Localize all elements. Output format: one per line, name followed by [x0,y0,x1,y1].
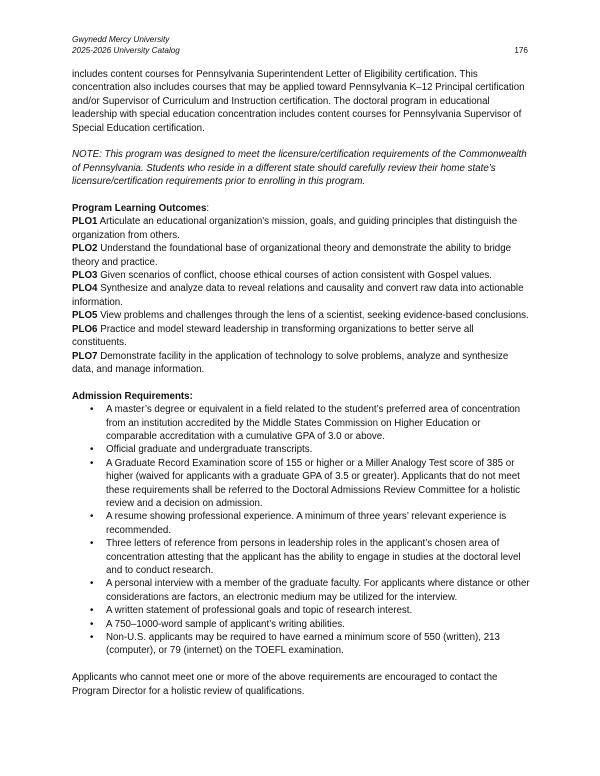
plo-code: PLO3 [72,270,98,282]
admission-item [72,403,530,443]
program-learning-outcomes [72,202,530,376]
admission-item-text: Official graduate and undergraduate transcripts. [106,444,313,456]
plo-text: Given scenarios of conflict, choose ethical courses of action consistent with Gospel values. [100,270,493,282]
admission-item [72,618,530,631]
institution-name: Gwynedd Mercy University [72,35,170,44]
closing-paragraph: Applicants who cannot meet one or more of the above requirements are encouraged to contact the Program Director for a holistic review of qualifications. [72,672,498,697]
bullet-icon: • [90,511,94,523]
outcomes-list [72,215,530,376]
plo-text: Synthesize and analyze data to reveal relations and causality and convert raw data into actionable information. [72,283,524,308]
plo-text: View problems and challenges through the lens of a scientist, seeking evidence-based conclusions. [100,310,529,322]
admission-item-text: A 750–1000-word sample of applicant’s writing abilities. [106,618,345,630]
page-body [72,68,530,711]
admission-item-text: A written statement of professional goals and topic of research interest. [106,605,413,617]
admission-item-text: A personal interview with a member of the graduate faculty. For applicants where distance or other considerations are factors, an electronic medium may be utilized for the interview. [106,578,530,603]
bullet-icon: • [90,632,94,644]
admission-item-text: A Graduate Record Examination score of 155 or higher or a Miller Analogy Test score of 385 or higher (waived for applicants with a graduate GPA of 3.5 or greater). Applicants that do not meet these requirements shall be referred to the Doctoral Admissions Review Committee for a holistic review and a decision on admission. [106,457,521,509]
admission-item-text: A master’s degree or equivalent in a field related to the student’s preferred area of concentration from an institution accredited by the Middle States Commission on Higher Education or comparable accreditation with a cumulative GPA of 3.0 or above. [106,404,521,442]
bullet-icon: • [90,618,94,630]
intro-paragraph: includes content courses for Pennsylvania Superintendent Letter of Eligibility certification. This concentration also includes courses that may be applied toward Pennsylvania K–12 Principal certification and/or Supervisor of Curriculum and Instruction certification. The doctoral program in educational leadership with special education concentration includes content courses for Pennsylvania Supervisor of Special Education certification. [72,69,525,134]
admission-item-text: A resume showing professional experience. A minimum of three years’ relevant experience is recommended. [106,511,507,536]
licensure-note: NOTE: This program was designed to meet the licensure/certification requirements of the Commonwealth of Pennsylvania. Students who reside in a different state should carefully review their home state’s licensure/certification requirements prior to enrolling in this program. [72,149,527,188]
bullet-icon: • [90,605,94,617]
outcomes-heading-colon: : [206,203,210,215]
plo-item [72,309,530,322]
plo-code: PLO2 [72,243,98,255]
plo-text: Understand the foundational base of organizational theory and demonstrate the ability to bridge theory and practice. [72,243,512,268]
bullet-icon: • [90,404,94,416]
admission-heading: Admission Requirements: [72,390,193,402]
plo-text: Demonstrate facility in the application of technology to solve problems, analyze and synthesize data, and manage information. [72,350,509,375]
admission-item [72,631,530,658]
plo-item [72,215,530,242]
admission-item [72,510,530,537]
bullet-icon: • [90,538,94,550]
plo-item [72,350,530,377]
page-number: 176 [514,45,528,55]
plo-item [72,282,530,309]
admission-item [72,577,530,604]
plo-text: Practice and model steward leadership in transforming organizations to better serve all constituents. [72,323,474,349]
outcomes-heading: Program Learning Outcomes [72,203,207,215]
admission-item-text: Non-U.S. applicants may be required to have earned a minimum score of 550 (written), 213 (computer), or 79 (internet) on the TOEFL examination. [106,632,500,657]
plo-code: PLO4 [72,283,98,295]
catalog-title: 2025-2026 University Catalog [72,45,180,55]
plo-code: PLO1 [72,216,98,228]
admission-item [72,443,530,456]
bullet-icon: • [90,444,94,456]
plo-text: Articulate an educational organization's mission, goals, and guiding principles that distinguish the organization from others. [72,216,518,241]
plo-item [72,323,530,350]
admission-item [72,537,530,577]
admission-item [72,457,530,511]
admission-list [72,403,530,658]
outcomes-heading-line [72,202,530,215]
bullet-icon: • [90,457,94,469]
plo-item [72,242,530,269]
bullet-icon: • [90,578,94,590]
plo-item [72,269,530,282]
plo-code: PLO5 [72,310,98,322]
plo-code: PLO7 [72,350,98,362]
admission-requirements [72,390,530,658]
admission-item-text: Three letters of reference from persons in leadership roles in the applicant’s chosen area of concentration attesting that the applicant has the ability to engage in studies at the doctoral level and to conduct research. [106,538,521,576]
page-header [72,35,528,56]
admission-item [72,604,530,617]
plo-code: PLO6 [72,323,98,335]
